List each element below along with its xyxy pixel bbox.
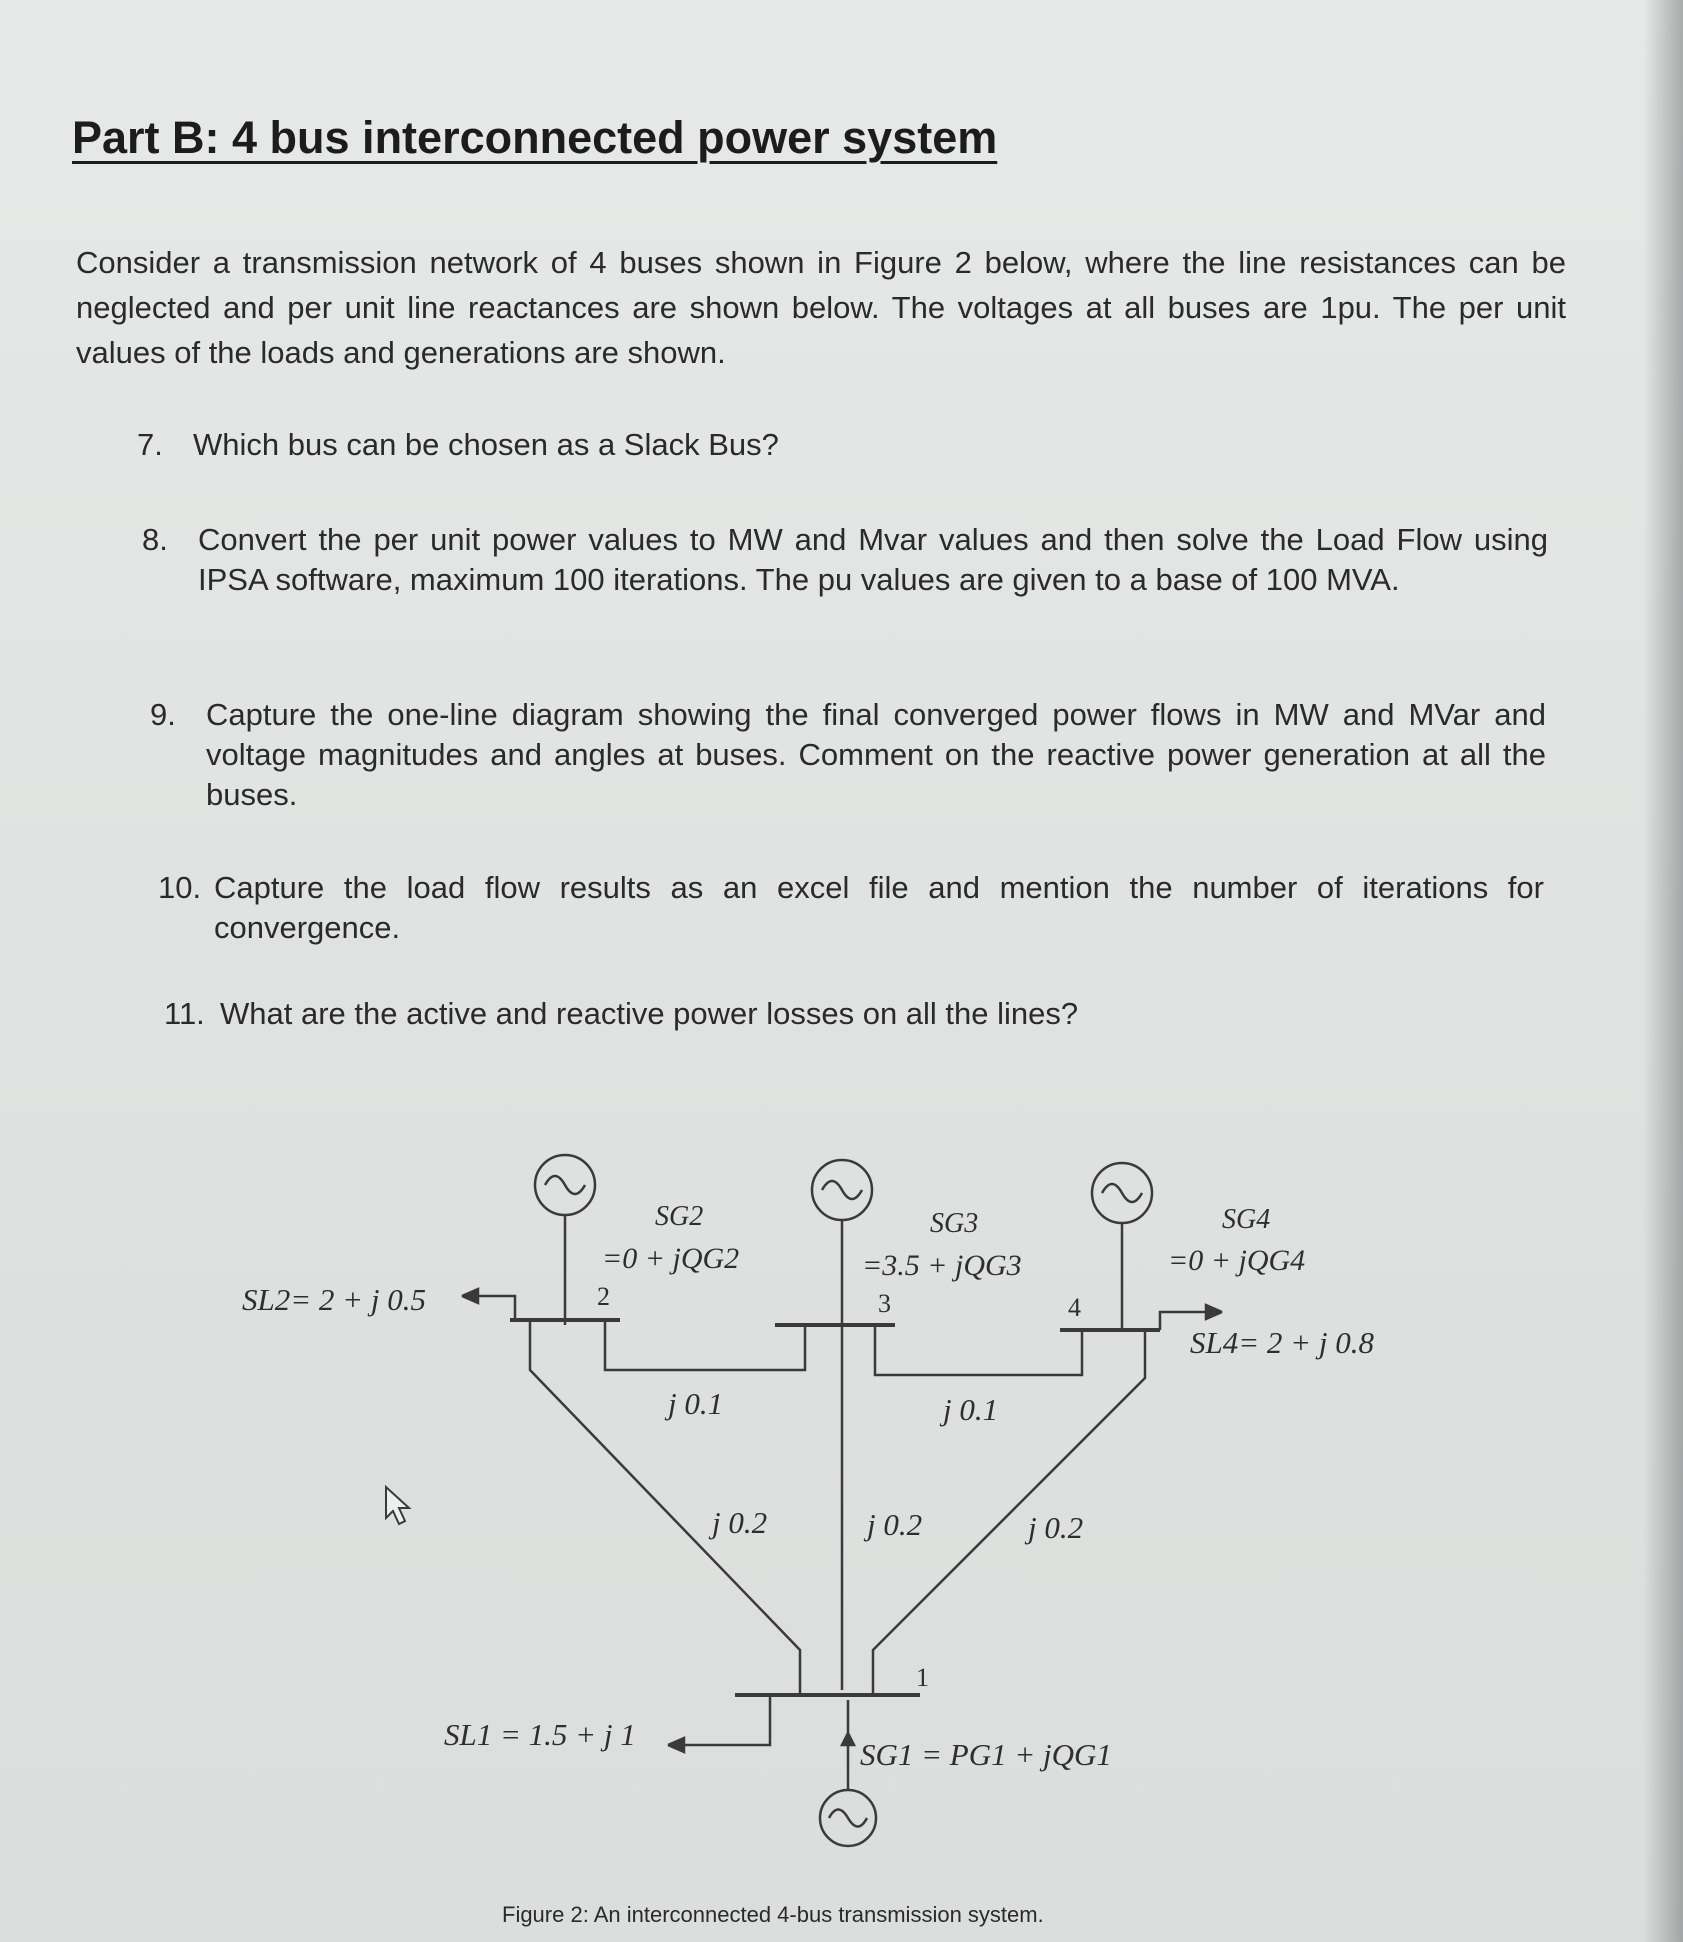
cursor-arrow-icon	[386, 1487, 409, 1524]
line-2-3	[605, 1320, 805, 1370]
question-number: 7.	[137, 427, 163, 462]
gen-3-name: SG3	[930, 1208, 979, 1239]
reactance-2-3: j 0.1	[668, 1386, 724, 1421]
ac-generator-icon	[820, 1700, 876, 1846]
question-text: Capture the one-line diagram showing the final converged power flows in MW and MVar and voltage magnitudes and angles at buses. Comment on the reactive power generation at all the buses.	[206, 697, 1546, 812]
load-2-label: SL2= 2 + j 0.5	[242, 1282, 426, 1317]
ac-generator-icon	[535, 1155, 595, 1325]
part-title: Part B: 4 bus interconnected power system	[72, 112, 998, 163]
load-4-label: SL4= 2 + j 0.8	[1190, 1325, 1374, 1360]
question-number: 11.	[164, 996, 205, 1031]
intro-paragraph: Consider a transmission network of 4 buses shown in Figure 2 below, where the line resistances can be neglected and per unit line reactances are shown below. The voltages at all buses are 1pu. The per unit values of the loads and generations are shown.	[76, 245, 1566, 370]
question-number: 8.	[142, 522, 168, 557]
gen-2-value: =0 + jQG2	[602, 1242, 740, 1275]
gen-4-value: =0 + jQG4	[1168, 1244, 1306, 1277]
question-number: 9.	[150, 697, 176, 732]
load-1-label: SL1 = 1.5 + j 1	[444, 1717, 636, 1752]
gen-2-name: SG2	[655, 1201, 704, 1232]
arrow-icon	[842, 1733, 854, 1745]
question-text: Which bus can be chosen as a Slack Bus?	[193, 427, 779, 462]
question-text: Capture the load flow results as an excel file and mention the number of iterations for convergence.	[214, 870, 1544, 945]
reactance-2-1: j 0.2	[712, 1505, 768, 1540]
question-number: 10.	[158, 870, 202, 905]
gen-1-value: SG1 = PG1 + jQG1	[860, 1737, 1112, 1772]
arrow-icon	[1206, 1305, 1222, 1319]
bus-3-label: 3	[878, 1289, 891, 1318]
ac-generator-icon	[1092, 1163, 1152, 1330]
load-1-lead	[680, 1695, 770, 1745]
question-text: What are the active and reactive power losses on all the lines?	[220, 996, 1079, 1031]
arrow-icon	[668, 1738, 684, 1752]
bus-2-label: 2	[597, 1282, 610, 1311]
reactance-3-4: j 0.1	[943, 1392, 999, 1427]
ac-generator-icon	[812, 1160, 872, 1690]
reactance-4-1: j 0.2	[1028, 1510, 1084, 1545]
bus-4-label: 4	[1068, 1293, 1081, 1322]
question-text: Convert the per unit power values to MW and Mvar values and then solve the Load Flow using IPSA software, maximum 100 iterations. The pu values are given to a base of 100 MVA.	[198, 522, 1548, 597]
bus-1-label: 1	[916, 1663, 929, 1692]
arrow-icon	[462, 1289, 478, 1303]
reactance-3-1: j 0.2	[867, 1507, 923, 1542]
gen-4-name: SG4	[1222, 1204, 1271, 1235]
figure-caption: Figure 2: An interconnected 4-bus transmission system.	[502, 1902, 1044, 1927]
line-3-4	[875, 1325, 1082, 1375]
gen-3-value: =3.5 + jQG3	[862, 1249, 1022, 1282]
